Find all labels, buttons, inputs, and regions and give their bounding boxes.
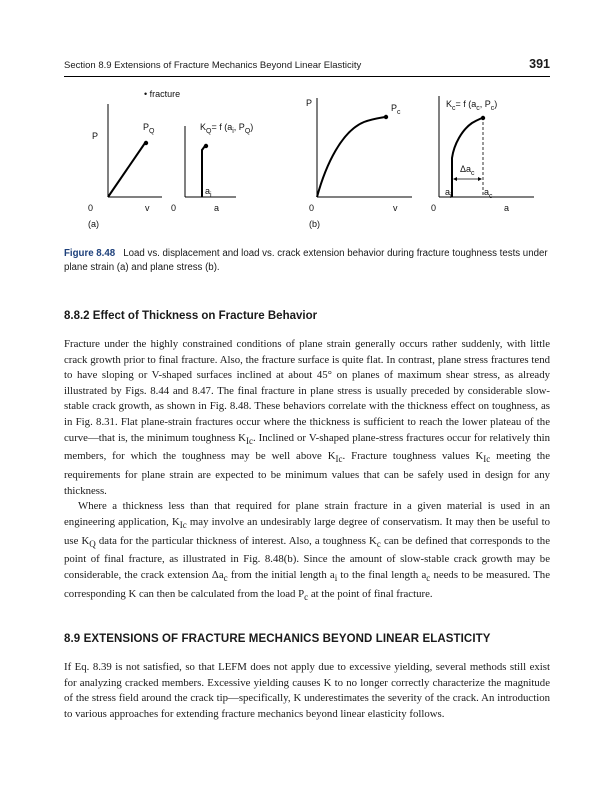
ai-label-b: $a_i$ xyxy=(445,187,452,200)
formula-kq: $K_Q= f$ ($a_i$, $P_Q$) xyxy=(200,122,254,135)
figure-caption-text: Load vs. displacement and load vs. crack extension behavior during fracture toughness tests under plane strain (a) and plane stress (b). xyxy=(64,248,548,273)
axis-label-p-a: P xyxy=(92,131,99,141)
axis-label-a-b: a xyxy=(504,203,510,213)
paragraph: Where a thickness less than that required for plane strain fracture in a given material is used in an engineering application, $K_{Ic}$ may involve an undesirably large degree of conservatism. It may then be useful to use $K_Q$ data for the particular thickness of interest. Also, a toughness $K_c$ can be defined that corresponds to the point of final fracture, as illustrated in Fig. 8.48(b). Since the amount of slow-stable crack growth may be considerable, the crack extension $\Delta a_c$ from the initial length $a_i$ to the final length $a_c$ needs to be measured. The corresponding K can then be calculated from the load $P_c$ at the point of final fracture. xyxy=(64,500,551,602)
panel-label-a: (a) xyxy=(88,219,99,229)
origin-label-b-load: 0 xyxy=(309,203,315,213)
origin-label-b-crack: 0 xyxy=(431,203,437,213)
figure-caption xyxy=(64,247,550,275)
paragraph: If Eq. 8.39 is not satisfied, so that LEFM does not apply due to excessive yielding, several methods still exist for analyzing cracked members. Excessive yielding causes K to no longer correctly characterize the magnitude of the stress field around the crack tip—specifically, K underestimates the severity of the crack. An introduction to various approaches for extending fracture mechanics beyond linear elasticity follows. xyxy=(64,661,550,720)
formula-kc: $K_c= f$ ($a_c$, $P_c$) xyxy=(446,99,498,112)
paragraph: Fracture under the highly constrained conditions of plane strain generally occurs rather suddenly, with little crack growth prior to final fracture. Also, the fracture surface is quite flat. In contrast, plane stress fractures tend to have sloping or V-shaped surfaces inclined at about 45° on planes of maximum shear stress, as already illustrated by Figs. 8.44 and 8.47. The final fracture in plane stress is usually preceded by considerable slow-stable crack growth, as shown in Fig. 8.48. These behaviors correlate with the thickness effect on toughness, as in Fig. 8.31. Flat plane-strain fractures occur where the thickness is sufficient to reach the lower plateau of the curve—that is, the minimum toughness $K_{Ic}$. Inclined or V-shaped plane-stress fractures occur for relatively thin members, for which the toughness may be well above $K_{Ic}$. Fracture toughness values $K_{Ic}$ meeting the requirements for plane strain are expected to be minimum values that can be safely used in design for any thickness. xyxy=(64,338,550,497)
running-head-section: Section 8.9 Extensions of Fracture Mechanics Beyond Linear Elasticity xyxy=(64,60,362,71)
ai-label-a: $a_i$ xyxy=(205,186,212,199)
delta-ac-label: $\Delta a_c$ xyxy=(460,164,475,177)
section-8-9-body xyxy=(64,660,550,722)
origin-label-a-load: 0 xyxy=(88,203,94,213)
fracture-legend: • fracture xyxy=(144,89,181,99)
axis-label-a-a: a xyxy=(214,203,220,213)
panel-b-load-plot xyxy=(306,98,412,229)
running-head xyxy=(64,57,550,77)
panel-a-crack-plot xyxy=(171,122,253,213)
axis-label-p-b: P xyxy=(306,98,313,108)
fracture-point-b-crack xyxy=(481,116,485,120)
origin-label-a-crack: 0 xyxy=(171,203,177,213)
axis-label-v-a: v xyxy=(145,203,150,213)
figure-caption-label: Figure 8.48 xyxy=(64,248,116,259)
point-label-pc: $P_c$ xyxy=(391,103,401,116)
fracture-point-a xyxy=(144,141,148,145)
panel-b-crack-plot xyxy=(431,96,534,213)
page-number: 391 xyxy=(529,57,550,71)
figure-8-48 xyxy=(64,86,550,246)
panel-label-b: (b) xyxy=(309,219,320,229)
fracture-point-b xyxy=(384,115,388,119)
axis-label-v-b: v xyxy=(393,203,398,213)
fracture-point-a-crack xyxy=(204,144,208,148)
ac-label-b: $a_c$ xyxy=(484,187,493,200)
point-label-pq: $P_Q$ xyxy=(143,122,155,135)
section-heading-8-9: 8.9 EXTENSIONS OF FRACTURE MECHANICS BEYOND LINEAR ELASTICITY xyxy=(64,633,491,645)
panel-a-load-plot xyxy=(88,104,162,229)
section-heading-8-8-2: 8.8.2 Effect of Thickness on Fracture Behavior xyxy=(64,310,318,322)
section-8-8-2-body xyxy=(64,337,550,605)
